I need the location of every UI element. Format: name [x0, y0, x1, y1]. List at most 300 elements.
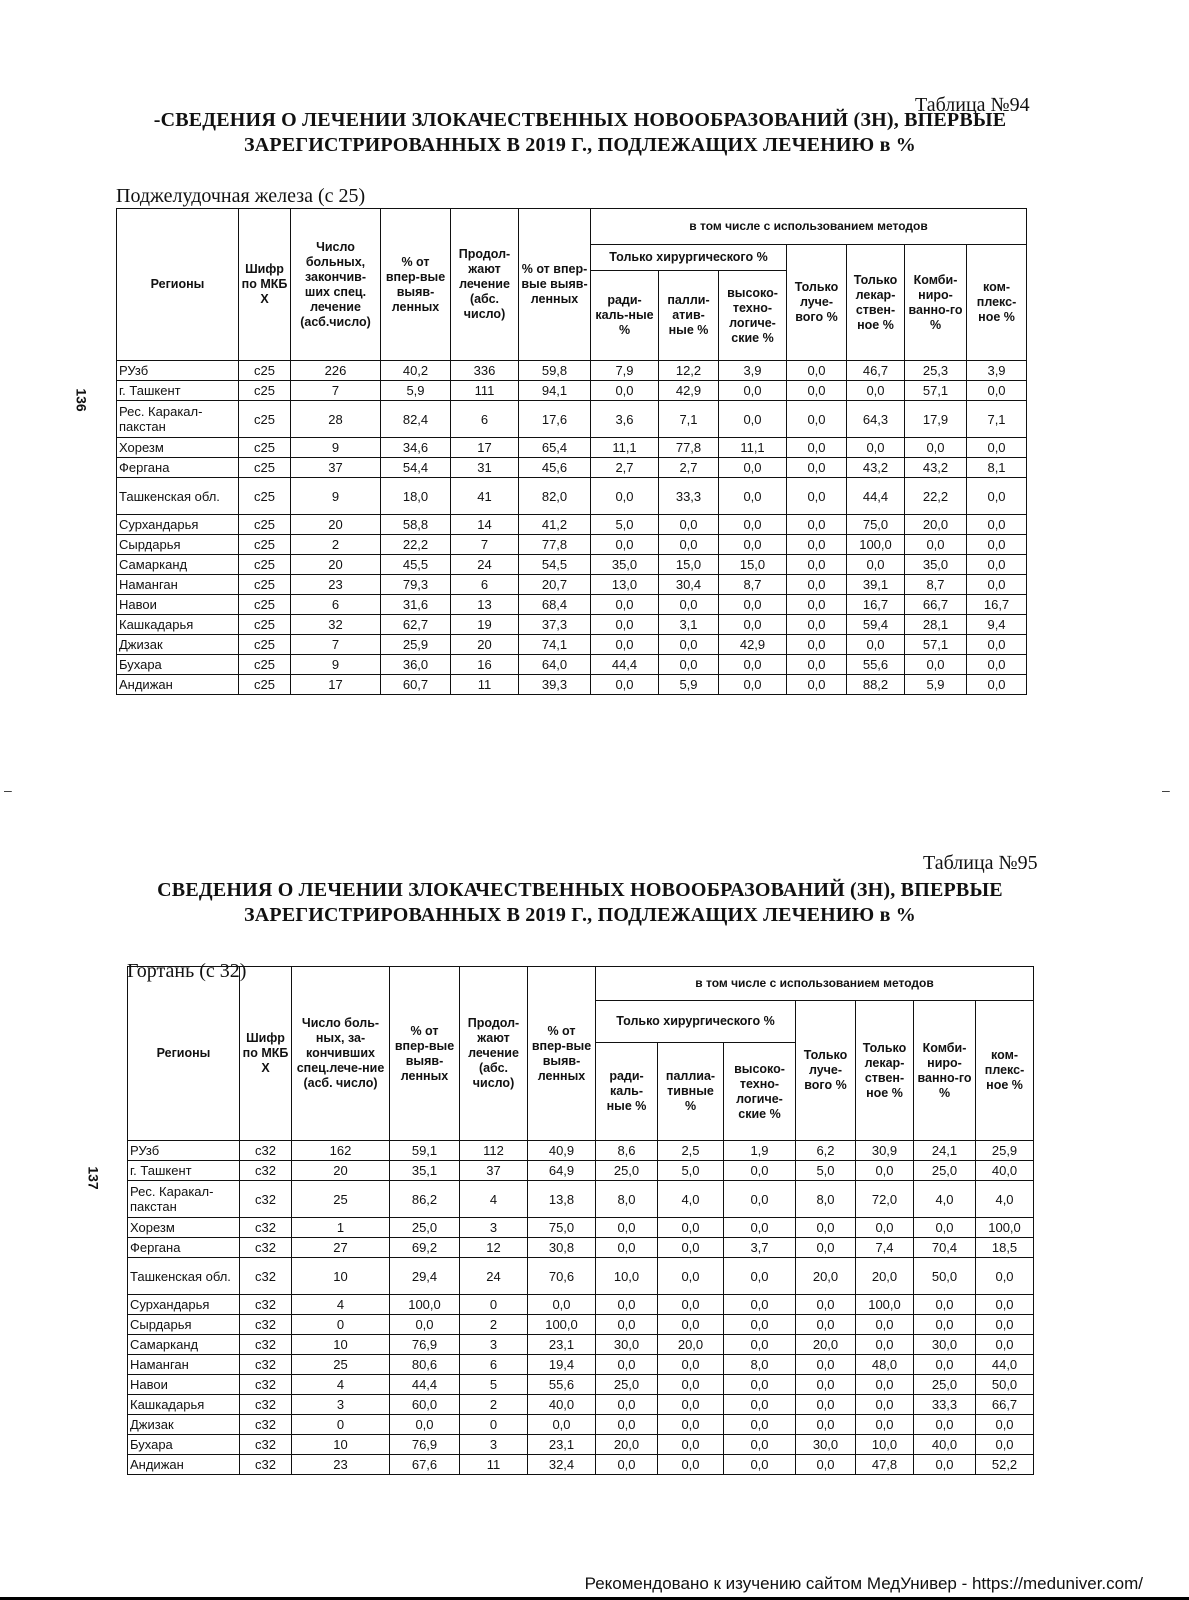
region-cell: Кашкадарья [128, 1395, 240, 1415]
table-row [117, 361, 1027, 381]
value-cell: 35,0 [905, 555, 967, 575]
header-finished: Число больных, закончив-ших спец. лечение (асб.число) [291, 209, 381, 361]
region-cell: Джизак [117, 635, 239, 655]
code-cell: с25 [239, 655, 291, 675]
value-cell: 70,4 [914, 1238, 976, 1258]
value-cell: 50,0 [914, 1258, 976, 1295]
header-combined: Комби-ниро-ванно-го % [905, 245, 967, 361]
value-cell: 1 [292, 1218, 390, 1238]
value-cell: 30,9 [856, 1141, 914, 1161]
header-methods: в том числе с использованием методов [591, 209, 1027, 245]
value-cell: 27 [292, 1238, 390, 1258]
value-cell: 0,0 [847, 381, 905, 401]
value-cell: 37,3 [519, 615, 591, 635]
value-cell: 11 [460, 1455, 528, 1475]
value-cell: 45,6 [519, 458, 591, 478]
value-cell: 0,0 [856, 1395, 914, 1415]
scan-mark: – [1162, 782, 1170, 798]
value-cell: 13 [451, 595, 519, 615]
value-cell: 0,0 [390, 1315, 460, 1335]
table-row [128, 1415, 1034, 1435]
header-hightech: высоко-техно-логиче-ские % [724, 1043, 796, 1141]
header-combined: Комби-ниро-ванно-го % [914, 1001, 976, 1141]
value-cell: 72,0 [856, 1181, 914, 1218]
header-radical: ради-каль-ные % [591, 271, 659, 361]
value-cell: 20 [451, 635, 519, 655]
value-cell: 0,0 [796, 1315, 856, 1335]
table-title [140, 108, 1020, 158]
value-cell: 13,8 [528, 1181, 596, 1218]
value-cell: 65,4 [519, 438, 591, 458]
value-cell: 32,4 [528, 1455, 596, 1475]
header-radiation: Только луче-вого % [796, 1001, 856, 1141]
value-cell: 22,2 [905, 478, 967, 515]
value-cell: 2,7 [659, 458, 719, 478]
value-cell: 10,0 [856, 1435, 914, 1455]
region-cell: Сурхандарья [128, 1295, 240, 1315]
footer-bar [0, 1570, 1189, 1600]
region-cell: Андижан [128, 1455, 240, 1475]
value-cell: 0,0 [659, 635, 719, 655]
value-cell: 16,7 [847, 595, 905, 615]
value-cell: 15,0 [659, 555, 719, 575]
value-cell: 2,7 [591, 458, 659, 478]
value-cell: 0,0 [719, 478, 787, 515]
table-row [128, 1238, 1034, 1258]
region-cell: г. Ташкент [117, 381, 239, 401]
value-cell: 13,0 [591, 575, 659, 595]
value-cell: 25,9 [976, 1141, 1034, 1161]
value-cell: 9 [291, 478, 381, 515]
value-cell: 8,0 [596, 1181, 658, 1218]
value-cell: 28 [291, 401, 381, 438]
value-cell: 9,4 [967, 615, 1027, 635]
value-cell: 60,0 [390, 1395, 460, 1415]
value-cell: 40,9 [528, 1141, 596, 1161]
value-cell: 2 [460, 1395, 528, 1415]
value-cell: 77,8 [659, 438, 719, 458]
scan-mark: – [4, 782, 12, 798]
code-cell: с25 [239, 381, 291, 401]
value-cell: 0,0 [658, 1435, 724, 1455]
table-row [128, 1161, 1034, 1181]
region-cell: Джизак [128, 1415, 240, 1435]
table-row [117, 655, 1027, 675]
value-cell: 0,0 [658, 1218, 724, 1238]
value-cell: 0 [292, 1315, 390, 1335]
value-cell: 0,0 [976, 1258, 1034, 1295]
value-cell: 57,1 [905, 381, 967, 401]
value-cell: 0,0 [591, 635, 659, 655]
value-cell: 0,0 [967, 555, 1027, 575]
value-cell: 17 [291, 675, 381, 695]
value-cell: 3 [292, 1395, 390, 1415]
value-cell: 76,9 [390, 1335, 460, 1355]
value-cell: 60,7 [381, 675, 451, 695]
value-cell: 0,0 [724, 1375, 796, 1395]
value-cell: 0,0 [658, 1395, 724, 1415]
value-cell: 0,0 [724, 1415, 796, 1435]
value-cell: 48,0 [856, 1355, 914, 1375]
value-cell: 0,0 [914, 1415, 976, 1435]
value-cell: 336 [451, 361, 519, 381]
header-complex: ком-плекс-ное % [976, 1001, 1034, 1141]
code-cell: с25 [239, 458, 291, 478]
value-cell: 59,1 [390, 1141, 460, 1161]
value-cell: 0,0 [724, 1315, 796, 1335]
value-cell: 6 [460, 1355, 528, 1375]
code-cell: с32 [240, 1141, 292, 1161]
value-cell: 67,6 [390, 1455, 460, 1475]
value-cell: 0,0 [796, 1415, 856, 1435]
value-cell: 80,6 [390, 1355, 460, 1375]
header-code: Шифр по МКБ Х [239, 209, 291, 361]
value-cell: 10,0 [596, 1258, 658, 1295]
value-cell: 39,1 [847, 575, 905, 595]
value-cell: 76,9 [390, 1435, 460, 1455]
value-cell: 4 [292, 1375, 390, 1395]
value-cell: 0,0 [967, 655, 1027, 675]
value-cell: 3,7 [724, 1238, 796, 1258]
value-cell: 0,0 [967, 675, 1027, 695]
value-cell: 18,0 [381, 478, 451, 515]
value-cell: 30,0 [796, 1435, 856, 1455]
value-cell: 0,0 [967, 635, 1027, 655]
table-subtitle: Поджелудочная железа (с 25) [116, 185, 366, 207]
header-drug: Только лекар-ствен-ное % [856, 1001, 914, 1141]
value-cell: 5,9 [381, 381, 451, 401]
value-cell: 3 [460, 1435, 528, 1455]
value-cell: 42,9 [659, 381, 719, 401]
table-row [128, 1181, 1034, 1218]
value-cell: 20,0 [596, 1435, 658, 1455]
value-cell: 3 [460, 1218, 528, 1238]
value-cell: 0,0 [796, 1375, 856, 1395]
value-cell: 0,0 [390, 1415, 460, 1435]
value-cell: 20,0 [796, 1258, 856, 1295]
value-cell: 0,0 [596, 1315, 658, 1335]
code-cell: с32 [240, 1435, 292, 1455]
value-cell: 25,0 [914, 1161, 976, 1181]
code-cell: с32 [240, 1238, 292, 1258]
value-cell: 4 [292, 1295, 390, 1315]
value-cell: 86,2 [390, 1181, 460, 1218]
value-cell: 0 [460, 1295, 528, 1315]
value-cell: 29,4 [390, 1258, 460, 1295]
value-cell: 0,0 [591, 615, 659, 635]
code-cell: с25 [239, 438, 291, 458]
value-cell: 7,9 [591, 361, 659, 381]
value-cell: 0,0 [724, 1395, 796, 1415]
value-cell: 0,0 [787, 555, 847, 575]
region-cell: Ташкенская обл. [117, 478, 239, 515]
value-cell: 7,1 [967, 401, 1027, 438]
value-cell: 25,3 [905, 361, 967, 381]
value-cell: 79,3 [381, 575, 451, 595]
value-cell: 40,0 [976, 1161, 1034, 1181]
table-row [117, 438, 1027, 458]
region-cell: Наманган [117, 575, 239, 595]
value-cell: 0,0 [596, 1415, 658, 1435]
value-cell: 11,1 [591, 438, 659, 458]
value-cell: 6 [451, 575, 519, 595]
value-cell: 0,0 [847, 438, 905, 458]
table-row [128, 1455, 1034, 1475]
value-cell: 0,0 [787, 478, 847, 515]
value-cell: 40,0 [914, 1435, 976, 1455]
value-cell: 20,7 [519, 575, 591, 595]
value-cell: 17 [451, 438, 519, 458]
value-cell: 45,5 [381, 555, 451, 575]
value-cell: 0,0 [787, 381, 847, 401]
table-row [128, 1315, 1034, 1335]
table-row [128, 1335, 1034, 1355]
value-cell: 0,0 [591, 478, 659, 515]
value-cell: 100,0 [856, 1295, 914, 1315]
value-cell: 20,0 [658, 1335, 724, 1355]
value-cell: 52,2 [976, 1455, 1034, 1475]
region-cell: Навои [128, 1375, 240, 1395]
value-cell: 0,0 [658, 1258, 724, 1295]
value-cell: 75,0 [528, 1218, 596, 1238]
value-cell: 37 [460, 1161, 528, 1181]
value-cell: 0,0 [658, 1415, 724, 1435]
value-cell: 0,0 [847, 555, 905, 575]
value-cell: 35,1 [390, 1161, 460, 1181]
value-cell: 7,4 [856, 1238, 914, 1258]
value-cell: 0,0 [596, 1455, 658, 1475]
value-cell: 162 [292, 1141, 390, 1161]
value-cell: 0,0 [719, 595, 787, 615]
value-cell: 55,6 [528, 1375, 596, 1395]
value-cell: 0,0 [796, 1238, 856, 1258]
value-cell: 42,9 [719, 635, 787, 655]
table-title-line-2: ЗАРЕГИСТРИРОВАННЫХ В 2019 Г., ПОДЛЕЖАЩИХ ЛЕЧЕНИЮ в % [244, 904, 916, 926]
value-cell: 43,2 [905, 458, 967, 478]
code-cell: с32 [240, 1335, 292, 1355]
value-cell: 62,7 [381, 615, 451, 635]
value-cell: 0,0 [658, 1355, 724, 1375]
value-cell: 24 [460, 1258, 528, 1295]
value-cell: 0,0 [787, 361, 847, 381]
value-cell: 7,1 [659, 401, 719, 438]
region-cell: Самарканд [117, 555, 239, 575]
value-cell: 3,1 [659, 615, 719, 635]
region-cell: Рес. Каракал-пакстан [128, 1181, 240, 1218]
value-cell: 82,4 [381, 401, 451, 438]
table-title-line-1: -СВЕДЕНИЯ О ЛЕЧЕНИИ ЗЛОКАЧЕСТВЕННЫХ НОВООБРАЗОВАНИЙ (ЗН), ВПЕРВЫЕ [153, 109, 1007, 131]
value-cell: 0,0 [967, 438, 1027, 458]
value-cell: 0,0 [719, 515, 787, 535]
value-cell: 20 [291, 555, 381, 575]
region-cell: г. Ташкент [128, 1161, 240, 1181]
header-regions: Регионы [117, 209, 239, 361]
value-cell: 0,0 [724, 1218, 796, 1238]
header-radiation: Только луче-вого % [787, 245, 847, 361]
value-cell: 0,0 [905, 438, 967, 458]
value-cell: 33,3 [659, 478, 719, 515]
value-cell: 0,0 [724, 1161, 796, 1181]
value-cell: 8,7 [905, 575, 967, 595]
code-cell: с32 [240, 1181, 292, 1218]
value-cell: 111 [451, 381, 519, 401]
value-cell: 25,9 [381, 635, 451, 655]
region-cell: РУзб [128, 1141, 240, 1161]
value-cell: 23 [291, 575, 381, 595]
value-cell: 0,0 [787, 401, 847, 438]
value-cell: 64,9 [528, 1161, 596, 1181]
value-cell: 0,0 [596, 1295, 658, 1315]
table-row [117, 478, 1027, 515]
value-cell: 54,5 [519, 555, 591, 575]
value-cell: 0,0 [796, 1355, 856, 1375]
value-cell: 0,0 [787, 615, 847, 635]
table-row [117, 555, 1027, 575]
value-cell: 100,0 [390, 1295, 460, 1315]
table-row [117, 675, 1027, 695]
value-cell: 40,2 [381, 361, 451, 381]
value-cell: 17,6 [519, 401, 591, 438]
value-cell: 0,0 [719, 458, 787, 478]
value-cell: 16,7 [967, 595, 1027, 615]
value-cell: 17,9 [905, 401, 967, 438]
value-cell: 2 [460, 1315, 528, 1335]
value-cell: 100,0 [528, 1315, 596, 1335]
table-row [128, 1355, 1034, 1375]
value-cell: 0,0 [591, 595, 659, 615]
value-cell: 0,0 [787, 675, 847, 695]
value-cell: 20 [291, 515, 381, 535]
value-cell: 0,0 [976, 1295, 1034, 1315]
value-cell: 0,0 [591, 675, 659, 695]
value-cell: 0,0 [787, 635, 847, 655]
value-cell: 0,0 [596, 1355, 658, 1375]
value-cell: 0,0 [856, 1315, 914, 1335]
value-cell: 0,0 [967, 575, 1027, 595]
value-cell: 46,7 [847, 361, 905, 381]
header-pct-first-2: % от впер-вые выяв-ленных [519, 209, 591, 361]
header-palliative: паллиа-тивные % [658, 1043, 724, 1141]
table-row [128, 1435, 1034, 1455]
value-cell: 5,9 [905, 675, 967, 695]
code-cell: с32 [240, 1455, 292, 1475]
value-cell: 0,0 [658, 1238, 724, 1258]
value-cell: 0,0 [596, 1238, 658, 1258]
value-cell: 25,0 [596, 1375, 658, 1395]
value-cell: 0,0 [719, 381, 787, 401]
value-cell: 4,0 [914, 1181, 976, 1218]
value-cell: 30,0 [596, 1335, 658, 1355]
header-hightech: высоко-техно-логиче-ские % [719, 271, 787, 361]
region-cell: Хорезм [128, 1218, 240, 1238]
value-cell: 15,0 [719, 555, 787, 575]
value-cell: 44,4 [847, 478, 905, 515]
region-cell: Хорезм [117, 438, 239, 458]
value-cell: 28,1 [905, 615, 967, 635]
value-cell: 226 [291, 361, 381, 381]
value-cell: 36,0 [381, 655, 451, 675]
value-cell: 11,1 [719, 438, 787, 458]
value-cell: 0,0 [787, 595, 847, 615]
value-cell: 64,3 [847, 401, 905, 438]
value-cell: 0 [292, 1415, 390, 1435]
value-cell: 74,1 [519, 635, 591, 655]
value-cell: 5 [460, 1375, 528, 1395]
header-radical: ради-каль-ные % [596, 1043, 658, 1141]
table-row [117, 381, 1027, 401]
table-row [117, 515, 1027, 535]
page-number: 136 [73, 388, 90, 412]
value-cell: 88,2 [847, 675, 905, 695]
value-cell: 100,0 [976, 1218, 1034, 1238]
value-cell: 24,1 [914, 1141, 976, 1161]
value-cell: 32 [291, 615, 381, 635]
value-cell: 0,0 [724, 1295, 796, 1315]
value-cell: 12 [460, 1238, 528, 1258]
header-surgical: Только хирургического % [596, 1001, 796, 1043]
value-cell: 35,0 [591, 555, 659, 575]
code-cell: с32 [240, 1218, 292, 1238]
value-cell: 5,0 [796, 1161, 856, 1181]
value-cell: 30,4 [659, 575, 719, 595]
value-cell: 0,0 [787, 458, 847, 478]
value-cell: 9 [291, 655, 381, 675]
value-cell: 58,8 [381, 515, 451, 535]
value-cell: 54,4 [381, 458, 451, 478]
code-cell: с25 [239, 515, 291, 535]
value-cell: 0,0 [914, 1295, 976, 1315]
value-cell: 0,0 [914, 1355, 976, 1375]
value-cell: 30,0 [914, 1335, 976, 1355]
header-finished: Число боль-ных, за-кончивших спец.лече-ние (асб. число) [292, 967, 390, 1141]
value-cell: 68,4 [519, 595, 591, 615]
value-cell: 12,2 [659, 361, 719, 381]
value-cell: 0,0 [596, 1218, 658, 1238]
value-cell: 25,0 [914, 1375, 976, 1395]
region-cell: Ташкенская обл. [128, 1258, 240, 1295]
value-cell: 0,0 [719, 675, 787, 695]
value-cell: 0,0 [724, 1455, 796, 1475]
code-cell: с25 [239, 478, 291, 515]
value-cell: 75,0 [847, 515, 905, 535]
value-cell: 20 [292, 1161, 390, 1181]
value-cell: 3,6 [591, 401, 659, 438]
header-pct-first: % от впер-вые выяв-ленных [381, 209, 451, 361]
value-cell: 9 [291, 438, 381, 458]
table-row [117, 458, 1027, 478]
value-cell: 7 [291, 635, 381, 655]
value-cell: 0,0 [796, 1295, 856, 1315]
value-cell: 0,0 [591, 381, 659, 401]
value-cell: 0,0 [856, 1415, 914, 1435]
value-cell: 0,0 [596, 1395, 658, 1415]
value-cell: 64,0 [519, 655, 591, 675]
region-cell: Андижан [117, 675, 239, 695]
value-cell: 0,0 [659, 515, 719, 535]
value-cell: 77,8 [519, 535, 591, 555]
table-title [140, 878, 1020, 928]
value-cell: 3 [460, 1335, 528, 1355]
region-cell: Сырдарья [128, 1315, 240, 1335]
table-row [117, 615, 1027, 635]
region-cell: Сырдарья [117, 535, 239, 555]
value-cell: 0,0 [787, 515, 847, 535]
value-cell: 0,0 [856, 1161, 914, 1181]
value-cell: 10 [292, 1335, 390, 1355]
value-cell: 25,0 [596, 1161, 658, 1181]
value-cell: 11 [451, 675, 519, 695]
table-number: Таблица №95 [923, 852, 1038, 874]
